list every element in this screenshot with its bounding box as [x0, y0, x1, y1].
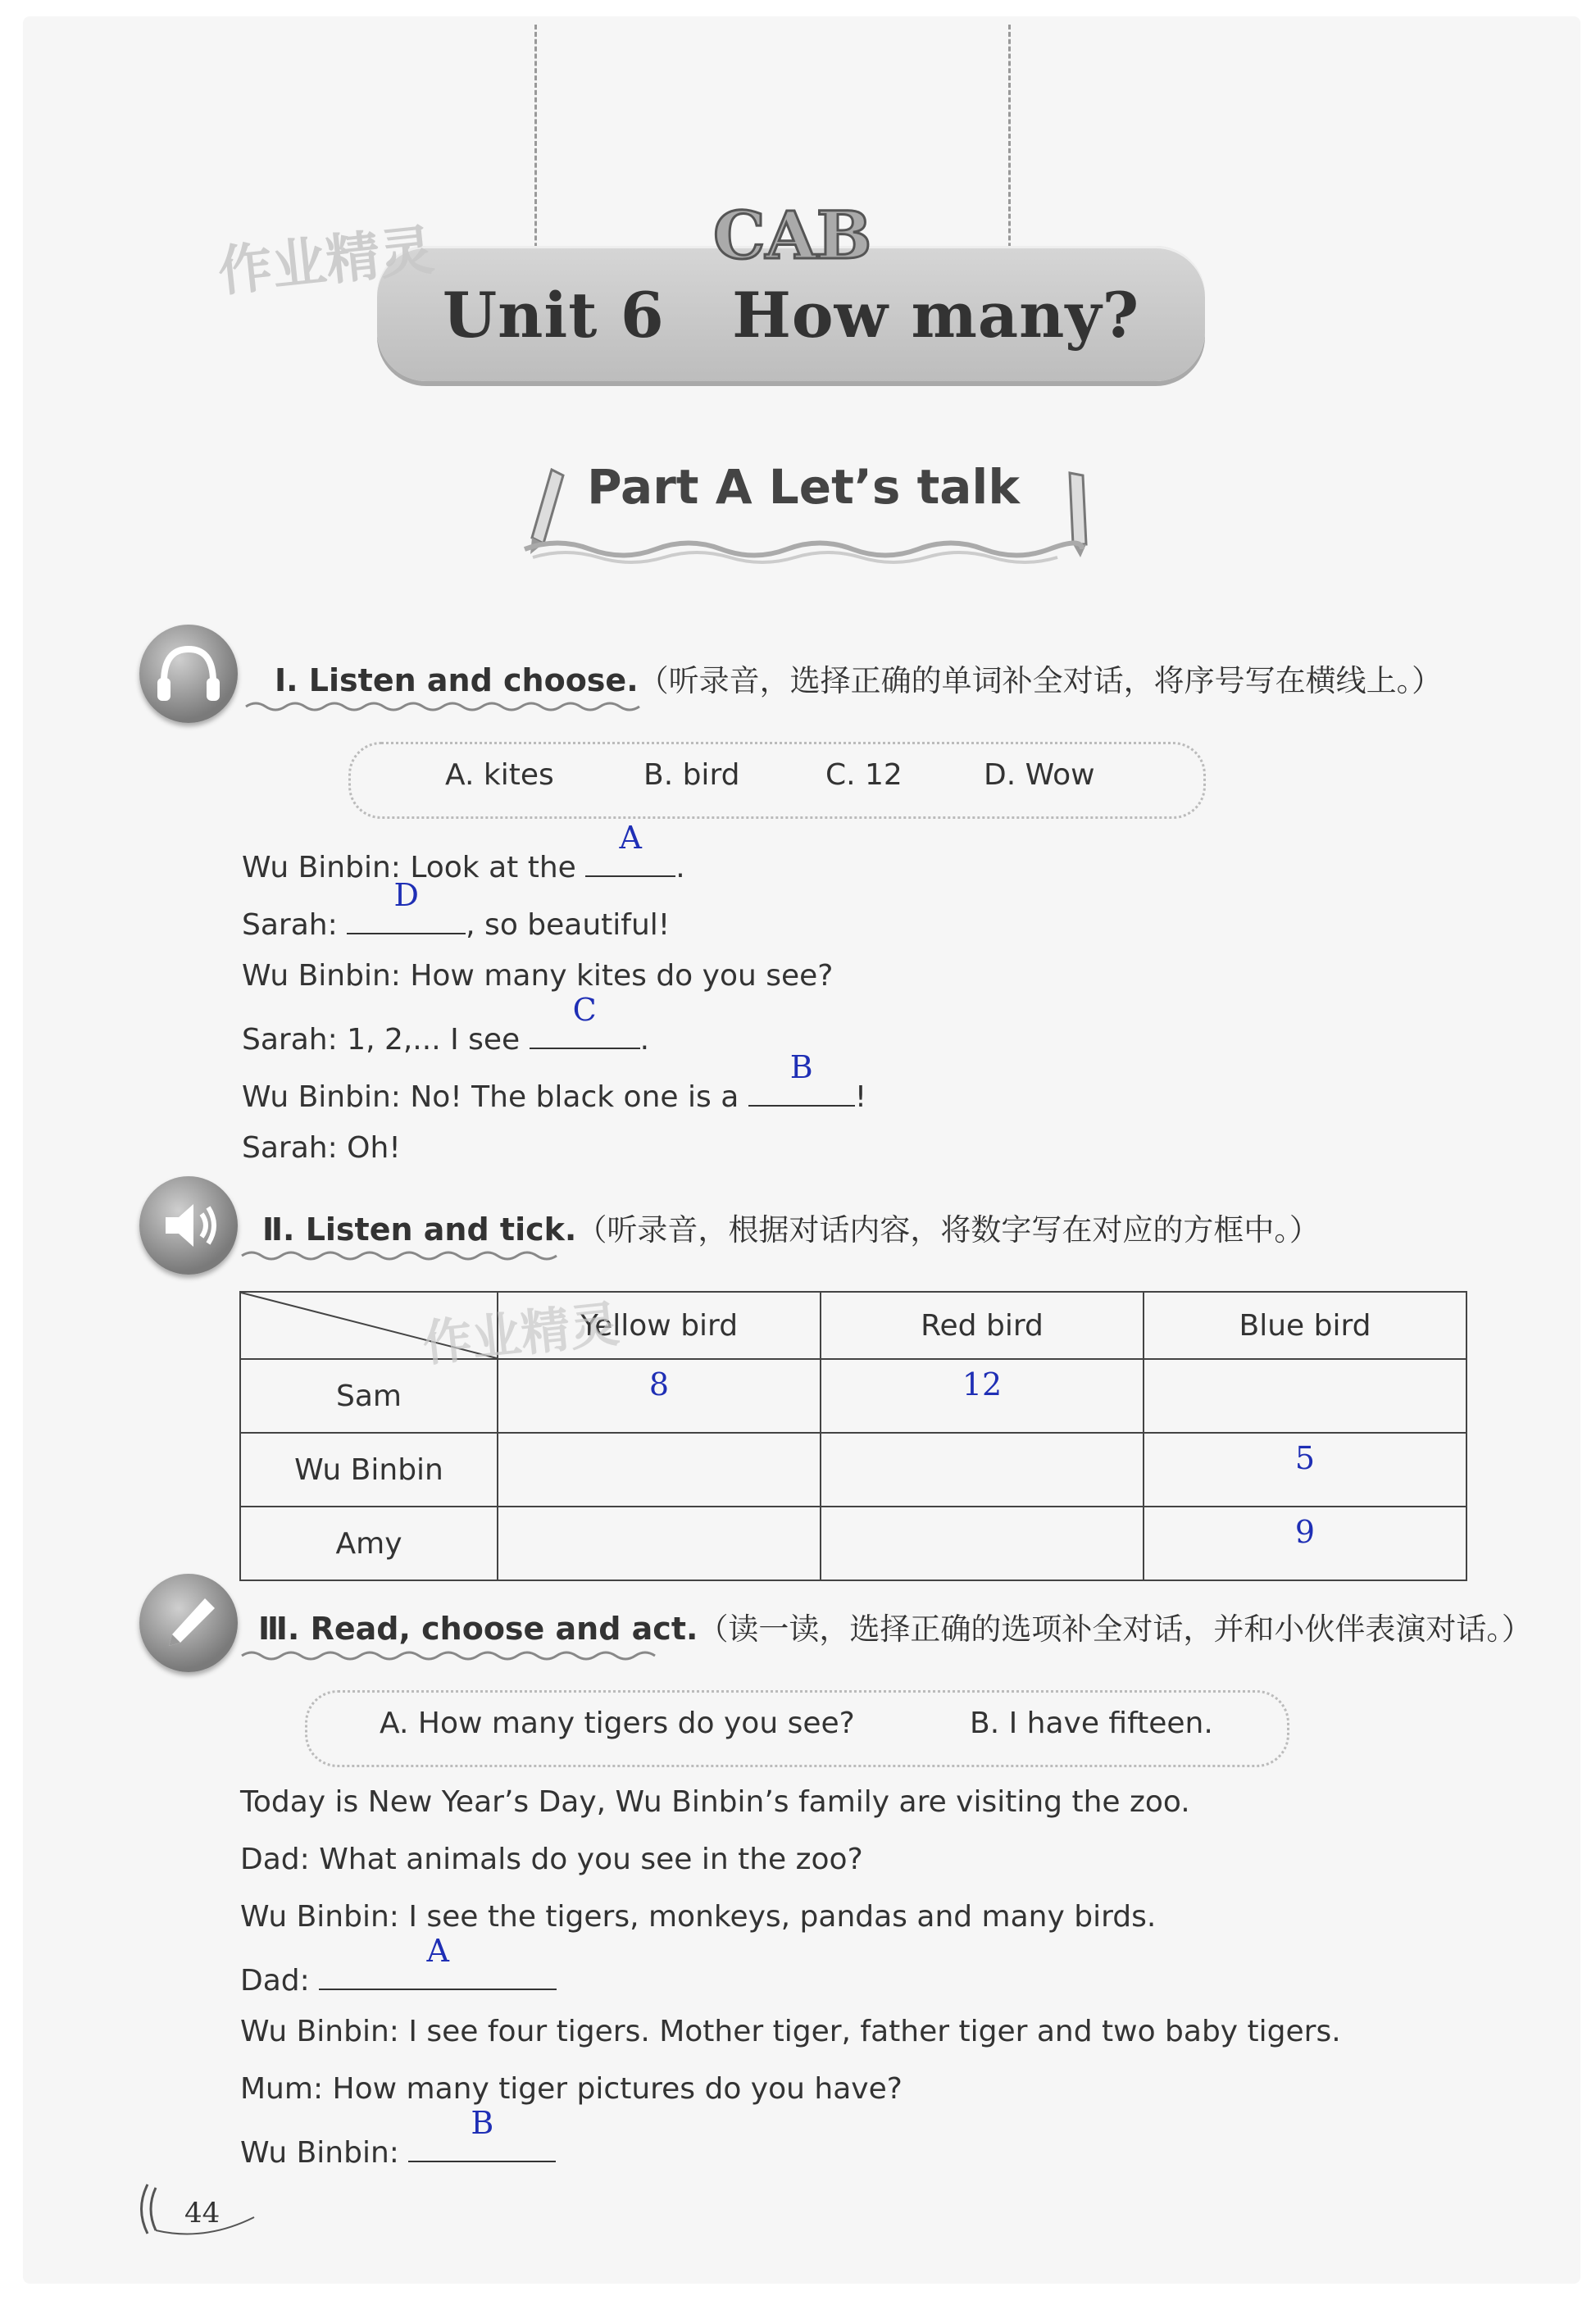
- section3-title: Ⅲ. Read, choose and act.: [258, 1611, 698, 1647]
- answer-cell[interactable]: 8: [498, 1359, 821, 1433]
- answer-cell[interactable]: 12: [821, 1359, 1144, 1433]
- column-header: Yellow bird: [498, 1292, 821, 1359]
- row-label: Amy: [240, 1507, 498, 1580]
- answer-cell[interactable]: 5: [1144, 1433, 1466, 1507]
- dialogue-line: Wu Binbin: I see four tigers. Mother tiger, father tiger and two baby tigers.: [240, 2015, 1341, 2048]
- section2-title: Ⅱ. Listen and tick.: [262, 1211, 577, 1248]
- answer-cell[interactable]: [498, 1507, 821, 1580]
- answer-text: B: [789, 1049, 813, 1085]
- unit-title: Unit 6 How many?: [442, 279, 1140, 352]
- answer-text: B: [471, 2105, 494, 2141]
- option-b: B. I have fifteen.: [970, 1707, 1213, 1740]
- dialogue-line: Dad: A: [240, 1957, 557, 1998]
- table-row: [240, 1507, 1466, 1580]
- option-a: A. kites: [445, 758, 554, 792]
- option-b: B. bird: [643, 758, 740, 792]
- answer-blank[interactable]: [408, 2105, 556, 2162]
- section2-heading: [262, 1205, 1320, 1249]
- option-d: D. Wow: [984, 758, 1095, 792]
- row-label: Sam: [240, 1359, 498, 1433]
- dialogue-line: Wu Binbin: No! The black one is a B !: [242, 1049, 867, 1114]
- section3-heading: [258, 1604, 1532, 1648]
- watermark-table: 作业精灵: [420, 1295, 622, 1374]
- watermark: 作业精灵: [215, 217, 437, 304]
- hanging-string-left: [534, 25, 537, 262]
- answer-blank[interactable]: [530, 992, 640, 1049]
- section3-instruction: （读一读，选择正确的选项补全对话，并和小伙伴表演对话。）: [698, 1611, 1532, 1647]
- dialogue-line: Today is New Year’s Day, Wu Binbin’s family are visiting the zoo.: [240, 1785, 1190, 1819]
- section2-instruction: （听录音，根据对话内容，将数字写在对应的方框中。）: [576, 1212, 1320, 1248]
- dialogue-line: Dad: What animals do you see in the zoo?: [240, 1843, 863, 1876]
- dialogue-line: Sarah: Oh!: [242, 1131, 401, 1165]
- option-a: A. How many tigers do you see?: [380, 1707, 855, 1740]
- hanging-string-right: [1008, 25, 1011, 262]
- answer-text: C: [572, 992, 597, 1028]
- section1-heading: [275, 656, 1442, 700]
- section1-underline: [246, 698, 648, 715]
- section1-title: Ⅰ. Listen and choose.: [275, 662, 639, 698]
- answer-blank[interactable]: [585, 820, 675, 877]
- table-row: [240, 1433, 1466, 1507]
- dialogue-line: Sarah: 1, 2,... I see C .: [242, 992, 650, 1057]
- svg-text:CAB: CAB: [713, 197, 872, 274]
- speaker-icon: [139, 1176, 238, 1275]
- headphones-icon: [139, 625, 238, 723]
- answer-text: A: [426, 1933, 449, 1969]
- table-row: [240, 1359, 1466, 1433]
- answer-cell[interactable]: [498, 1433, 821, 1507]
- answer-cell[interactable]: [1144, 1359, 1466, 1433]
- answer-blank[interactable]: [748, 1049, 855, 1107]
- dialogue-line: Sarah: D , so beautiful!: [242, 877, 671, 942]
- section3-underline: [242, 1648, 668, 1664]
- option-c: C. 12: [825, 758, 903, 792]
- answer-text: A: [619, 820, 642, 856]
- pencil-icon: [139, 1574, 238, 1672]
- answer-blank[interactable]: [347, 877, 466, 934]
- answer-text: D: [393, 877, 419, 913]
- dialogue-line: Wu Binbin: How many kites do you see?: [242, 959, 834, 993]
- answer-cell[interactable]: [821, 1507, 1144, 1580]
- column-header: Red bird: [821, 1292, 1144, 1359]
- row-label: Wu Binbin: [240, 1433, 498, 1507]
- section2-underline: [242, 1248, 570, 1264]
- cab-logo-icon: [705, 180, 872, 279]
- part-title: Part A Let’s talk: [587, 459, 1020, 515]
- page-number: 44: [184, 2197, 221, 2230]
- dialogue-line: Wu Binbin: B: [240, 2130, 556, 2170]
- column-header: Blue bird: [1144, 1292, 1466, 1359]
- dialogue-line: Mum: How many tiger pictures do you have?: [240, 2072, 903, 2106]
- dialogue-line: Wu Binbin: I see the tigers, monkeys, pandas and many birds.: [240, 1900, 1157, 1934]
- dialogue-line: Wu Binbin: Look at the A .: [242, 820, 685, 884]
- answer-cell[interactable]: 9: [1144, 1507, 1466, 1580]
- section1-instruction: （听录音，选择正确的单词补全对话，将序号写在横线上。）: [638, 663, 1443, 698]
- title-underline-wave: [525, 533, 1082, 566]
- answer-cell[interactable]: [821, 1433, 1144, 1507]
